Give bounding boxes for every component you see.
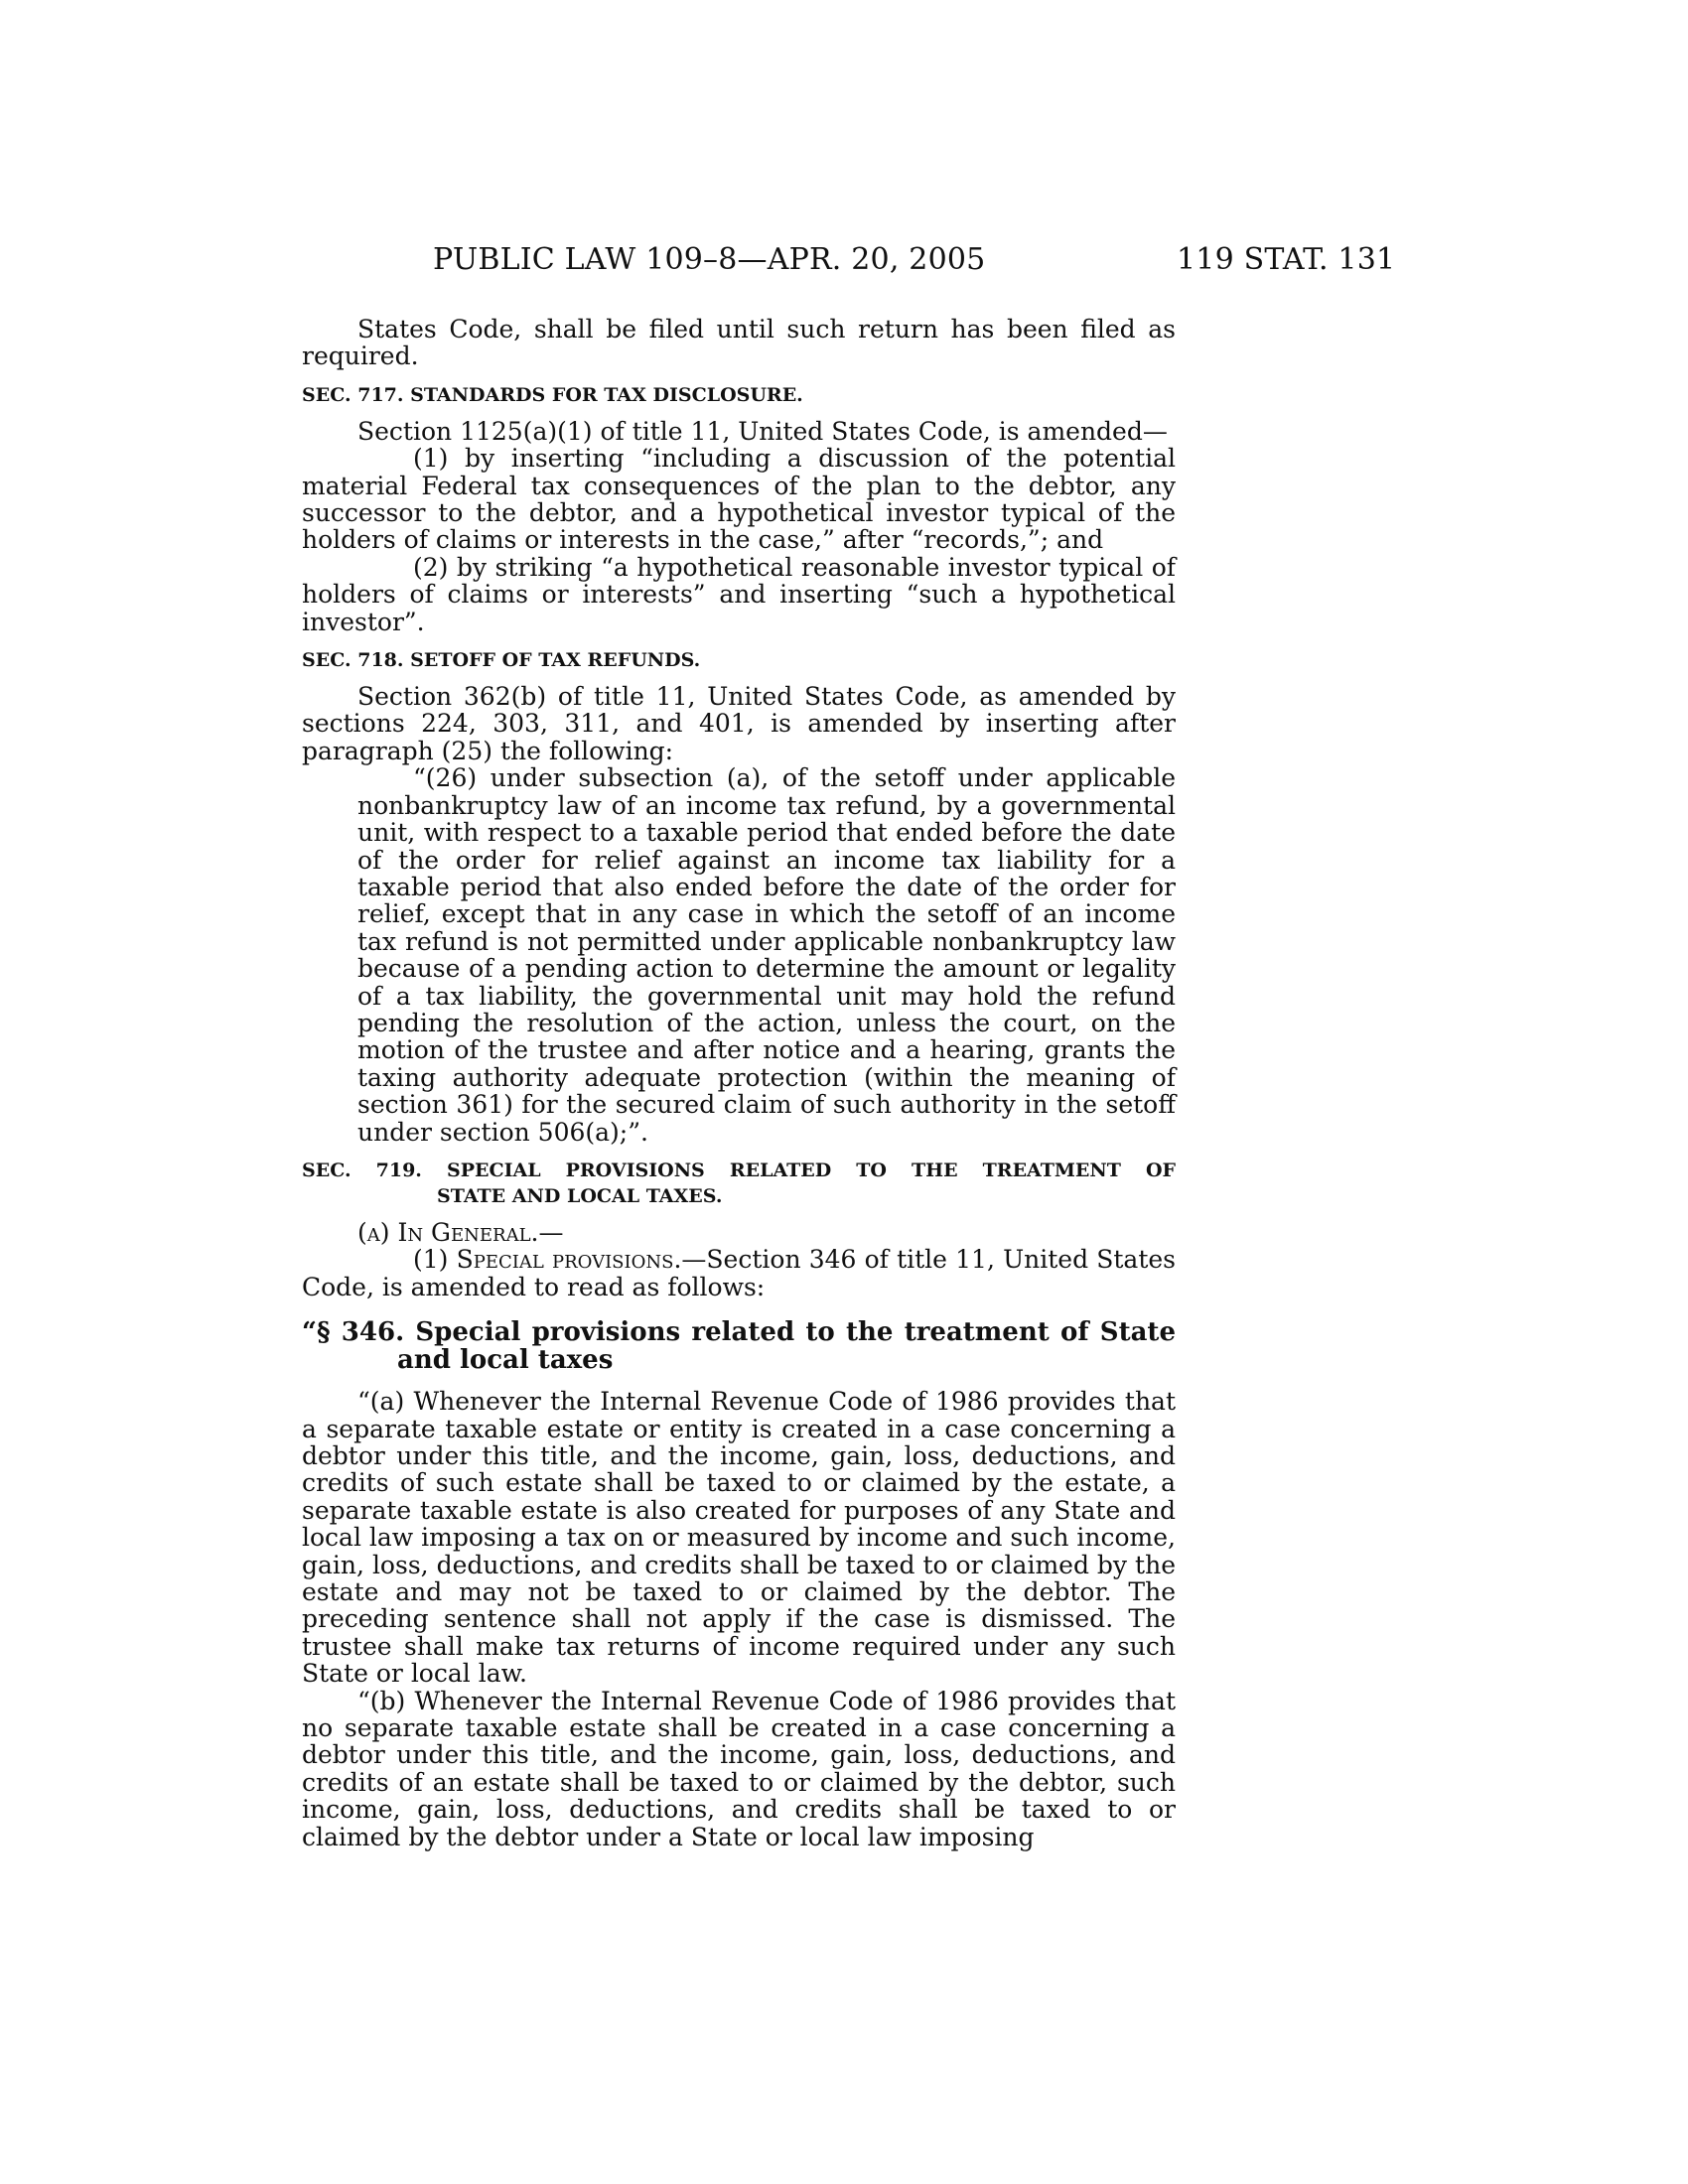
section-717-paragraph-1: (1) by inserting “including a discussion of the potential material Federal tax consequences of the plan to the debtor, any successor to the debtor, and a hypothetical investor typical of the holders of claims or interests in the case,” after “records,”; and xyxy=(302,444,1176,555)
section-346-heading: “§ 346. Special provisions related to the treatment of State and local taxes xyxy=(302,1317,1176,1376)
section-346-paragraph-b: “(b) Whenever the Internal Revenue Code of 1986 provides that no separate taxable estate shall be created in a case concerning a debtor under this title, and the income, gain, loss, deductions, and credits of an estate shall be taxed to or claimed by the debtor, such income, gain, loss, deductions, and credits shall be taxed to or claimed by the debtor under a State or local law imposing xyxy=(302,1686,1176,1851)
section-717-paragraph-2: (2) by striking “a hypothetical reasonable investor typical of holders of claims or interests” and inserting “such a hypothetical investor”. xyxy=(302,552,1176,636)
section-719-heading-line-1: SEC. 719. SPECIAL PROVISIONS RELATED TO THE TREATMENT OF xyxy=(302,1159,1176,1181)
section-718-intro: Section 362(b) of title 11, United States Code, as amended by sections 224, 303, 311, and 401, is amended by inserting after paragraph (25) the following: xyxy=(302,682,1176,765)
document-body xyxy=(302,316,1176,1850)
paragraph-1-special-provisions xyxy=(302,1246,1176,1300)
section-717-heading: SEC. 717. STANDARDS FOR TAX DISCLOSURE. xyxy=(302,383,803,406)
subsection-a-label xyxy=(302,1219,1176,1246)
subsection-a-heading: (a) In General.— xyxy=(357,1217,564,1247)
paragraph-1-heading: (1) Special provisions. xyxy=(413,1245,682,1275)
running-head-title: PUBLIC LAW 109–8—APR. 20, 2005 xyxy=(433,242,986,277)
section-719-heading-line-2: STATE AND LOCAL TAXES. xyxy=(437,1184,723,1207)
page-header xyxy=(0,242,1688,282)
carryover-paragraph: States Code, shall be filed until such return has been filed as required. xyxy=(302,315,1176,371)
section-718-heading: SEC. 718. SETOFF OF TAX REFUNDS. xyxy=(302,649,701,672)
section-717-intro: Section 1125(a)(1) of title 11, United States Code, is amended— xyxy=(357,416,1168,446)
section-719-heading xyxy=(302,1158,1176,1209)
section-718-quoted-paragraph: “(26) under subsection (a), of the setoff under applicable nonbankruptcy law of an income tax refund, by a governmental unit, with respect to a taxable period that ended before the date of the order for relief against an income tax liability for a taxable period that also ended before the date of the order for relief, except that in any case in which the setoff of an income tax refund is not permitted under applicable nonbankruptcy law because of a pending action to determine the amount or legality of a tax liability, the governmental unit may hold the refund pending the resolution of the action, unless the court, on the motion of the trustee and after notice and a hearing, grants the taxing authority adequate protection (within the meaning of section 361) for the secured claim of such authority in the setoff under section 506(a);”. xyxy=(357,763,1176,1147)
paragraph-1-text: —Section 346 of title 11, United States Code, is amended to read as follows: xyxy=(302,1245,1176,1301)
page-number: 119 STAT. 131 xyxy=(1177,242,1396,277)
section-346-paragraph-a: “(a) Whenever the Internal Revenue Code of 1986 provides that a separate taxable estate or entity is created in a case concerning a debtor under this title, and the income, gain, loss, deductions, and credits of such estate shall be taxed to or claimed by the estate, a separate taxable estate is also created for purposes of any State and local law imposing a tax on or measured by income and such income, gain, loss, deductions, and credits shall be taxed to or claimed by the estate and may not be taxed to or claimed by the debtor. The preceding sentence shall not apply if the case is dismissed. The trustee shall make tax returns of income required under any such State or local law. xyxy=(302,1387,1176,1689)
